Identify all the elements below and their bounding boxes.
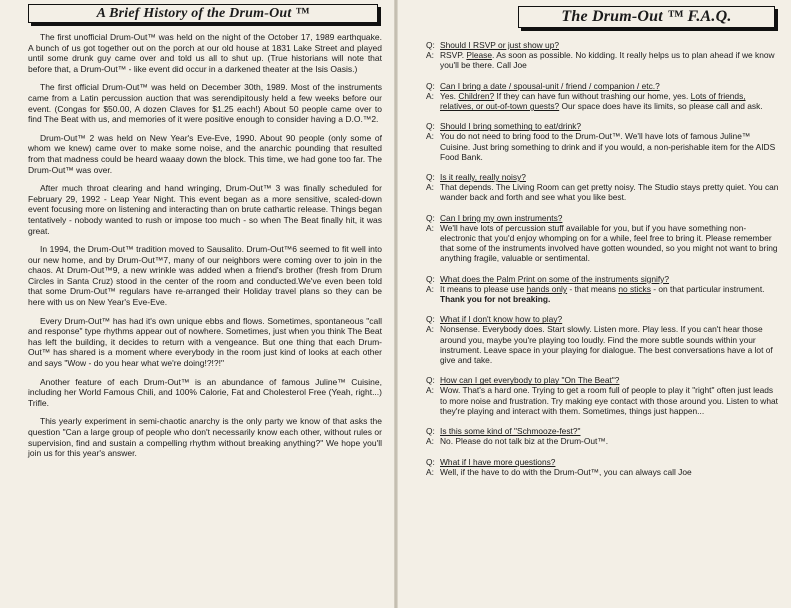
answer-underlined: no sticks	[618, 283, 651, 294]
history-paragraph: The first unofficial Drum-Out™ was held on the night of the October 17, 1989 earthquake. A bunch of us got together out on the porch at our old house at 1831 Lake Street and played until some drunk guy came over and told us all to shut up. (True historians will note that before that, a Drum-Out™ - like event did occur in a darkened theater at the Isis Oasis.)	[28, 32, 382, 74]
a-label: A:	[426, 50, 434, 61]
answer-part: Our space does have its limits, so please call and ask.	[559, 101, 763, 112]
q-label: Q:	[426, 426, 435, 437]
q-label: Q:	[426, 121, 435, 132]
faq-answer	[426, 91, 781, 111]
history-paragraph: Drum-Out™ 2 was held on New Year's Eve-Eve, 1990. About 90 people (only some of whom we knew) came over to make some noise, and the anarchic pounding that resulted from that madness could be heard waaay down the block. This time, we had gone too far. The Drum-Out™ was over.	[28, 132, 382, 175]
faq-item	[426, 314, 781, 365]
q-label: Q:	[426, 40, 435, 50]
history-paragraph: Every Drum-Out™ has had it's own unique ebbs and flows. Sometimes, spontaneous "call and response" type rhythms appear out of nowhere. Sometimes, just when you think The Beat has left the building, it decides to return with a vengeance. But one thing that each Drum-Out™ has shared is a moment where everybody in the room just kind of looks at each other and says "Wow - do you hear what we're doing!?!?!"	[28, 315, 382, 369]
faq-question	[426, 213, 781, 223]
answer-text: No. Please do not talk biz at the Drum-Out™.	[440, 436, 609, 447]
faq-item	[426, 213, 781, 264]
faq-question	[426, 121, 781, 131]
question-text: What if I don't know how to play?	[440, 314, 563, 325]
answer-underlined: Please	[466, 50, 492, 61]
answer-part: Yes.	[440, 90, 459, 101]
q-label: Q:	[426, 456, 435, 467]
history-paragraph: Another feature of each Drum-Out™ is an abundance of famous Juline™ Cuisine, including her World Famous Chili, and 100% Calorie, Fat and Cholesterol Free (Yeah, right...) Trifle.	[28, 376, 382, 408]
answer-part: - on that particular instrument.	[650, 283, 765, 294]
question-text: What does the Palm Print on some of the instruments signify?	[440, 273, 670, 284]
answer-text: Wow. That's a hard one. Trying to get a room full of people to play it "right" often just leads to more noise and frustration. Try making eye contact with those around you. Listen to what they're playing and interact with them. Sometimes, things just happen...	[440, 385, 778, 416]
answer-text: Nonsense. Everybody does. Start slowly. Listen more. Play less. If you can't hear those around you, maybe you're playing too loudly. Find the more subtle sounds within your instrument. Leave space in your playing for dialogue. The best conversations have a lot of give and take.	[440, 324, 773, 366]
a-label: A:	[426, 436, 434, 447]
faq-answer	[426, 131, 781, 162]
answer-part: RSVP.	[440, 50, 467, 61]
faq-list	[426, 40, 781, 477]
history-title: A Brief History of the Drum-Out ™	[28, 4, 378, 23]
faq-item	[426, 81, 781, 112]
faq-answer	[426, 223, 781, 264]
faq-item	[426, 121, 781, 162]
a-label: A:	[426, 466, 434, 477]
faq-item	[426, 40, 781, 71]
faq-item	[426, 375, 781, 416]
history-body	[28, 32, 382, 459]
question-text: Is this some kind of "Schmooze-fest?"	[440, 426, 581, 437]
faq-answer	[426, 182, 781, 202]
faq-question	[426, 457, 781, 467]
faq-question	[426, 426, 781, 436]
faq-answer	[426, 284, 781, 304]
q-label: Q:	[426, 172, 435, 183]
faq-answer	[426, 436, 781, 446]
question-text: How can I get everybody to play "On The Beat"?	[440, 375, 620, 386]
q-label: Q:	[426, 375, 435, 386]
faq-question	[426, 172, 781, 182]
faq-title: The Drum-Out ™ F.A.Q.	[518, 6, 775, 28]
a-label: A:	[426, 283, 434, 294]
history-paragraph: The first official Drum-Out™ was held on December 30th, 1989. Most of the instruments came from a Latin percussion auction that was serendipitously held a few weeks before our event. (Congas for $50.00, A dozen Claves for $1.25 each!) About 50 people came over to find The Beat with us, and memories of it were positive enough to consider having a D.O.™2.	[28, 82, 382, 125]
q-label: Q:	[426, 80, 435, 91]
a-label: A:	[426, 385, 434, 396]
faq-item	[426, 457, 781, 477]
a-label: A:	[426, 324, 434, 335]
faq-question	[426, 314, 781, 324]
faq-question	[426, 274, 781, 284]
question-text: Can I bring a date / spousal-unit / friend / companion / etc.?	[440, 80, 660, 91]
faq-item	[426, 274, 781, 305]
answer-text	[440, 284, 781, 304]
a-label: A:	[426, 182, 434, 193]
a-label: A:	[426, 131, 434, 142]
answer-part: It means to please use	[440, 283, 527, 294]
answer-text: Well, if the have to do with the Drum-Out™, you can always call Joe	[440, 466, 692, 477]
faq-page	[396, 0, 791, 608]
answer-part: - that means	[567, 283, 619, 294]
answer-underlined: hands only	[526, 283, 568, 294]
answer-part: If they can have fun without trashing our home, yes.	[494, 90, 691, 101]
answer-part: . As soon as possible. No kidding. It really helps us to plan ahead if we know you'll be there. Call Joe	[440, 50, 775, 71]
answer-underlined: Lots of friends, relatives, or out-of-town guests?	[440, 90, 746, 112]
answer-text: You do not need to bring food to the Drum-Out™. We'll have lots of famous Juline™ Cuisine. Just bring something to drink and if you would, a non-perishable item for the AIDS Food Bank.	[440, 131, 776, 162]
question-text: Is it really, really noisy?	[440, 172, 526, 183]
history-paragraph: This yearly experiment in semi-chaotic anarchy is the only party we know of that asks the question "Can a large group of people who don't necessarily know each other, without rules or supervision, find and sustain a compelling rhythm without breaking anything?" We hope you'll join us for this year's answer.	[28, 416, 382, 459]
answer-text: That depends. The Living Room can get pretty noisy. The Studio stays pretty quiet. You can wander back and forth and see what you like best.	[440, 182, 779, 203]
question-text: Can I bring my own instruments?	[440, 212, 563, 223]
a-label: A:	[426, 90, 434, 101]
faq-answer	[426, 324, 781, 365]
faq-item	[426, 172, 781, 203]
q-label: Q:	[426, 212, 435, 223]
question-text: Should I bring something to eat/drink?	[440, 121, 582, 132]
faq-answer	[426, 385, 781, 416]
faq-question	[426, 375, 781, 385]
history-paragraph: After much throat clearing and hand wringing, Drum-Out™ 3 was finally scheduled for February 29, 1992 - Leap Year Night. This event began as a more sensitive, scaled-down event focusing more on listening and interacting than on brute cathartic release. Things began tentatively - nobody wanted to rush or impose too much - so when The Beat finally hit, it was great.	[28, 183, 382, 236]
answer-text: We'll have lots of percussion stuff available for you, but if you have something non-electronic that you'd enjoy whomping on for a while, feel free to bring it. Please remember that some of the instruments involved have gotten wounded, so you might not want to bring anything fragile, valuable or sentimental.	[440, 222, 778, 264]
faq-question	[426, 40, 781, 50]
faq-question	[426, 81, 781, 91]
question-text: Should I RSVP or just show up?	[440, 40, 560, 50]
answer-bold: Thank you for not breaking.	[440, 294, 551, 305]
question-text: What if I have more questions?	[440, 456, 556, 467]
faq-answer	[426, 50, 781, 70]
q-label: Q:	[426, 314, 435, 325]
faq-answer	[426, 467, 781, 477]
history-paragraph: In 1994, the Drum-Out™ tradition moved to Sausalito. Drum-Out™6 seemed to fit well into our new home, and by Drum-Out™7, many of our neighbors were coming over to join in the chaos. At Drum-Out™9, a new wrinkle was added when a friend's brother (fresh from Drum Circles in Santa Cruz) stood in the center of the room and conducted.We've even been told that some Drum-Out™ regulars have re-arranged their Holiday travel plans so they can be here with us on New Year's Eve-Eve.	[28, 244, 382, 308]
answer-text	[440, 91, 781, 111]
answer-underlined: Children?	[458, 90, 495, 101]
answer-text	[440, 50, 781, 70]
q-label: Q:	[426, 273, 435, 284]
faq-item	[426, 426, 781, 446]
a-label: A:	[426, 222, 434, 233]
